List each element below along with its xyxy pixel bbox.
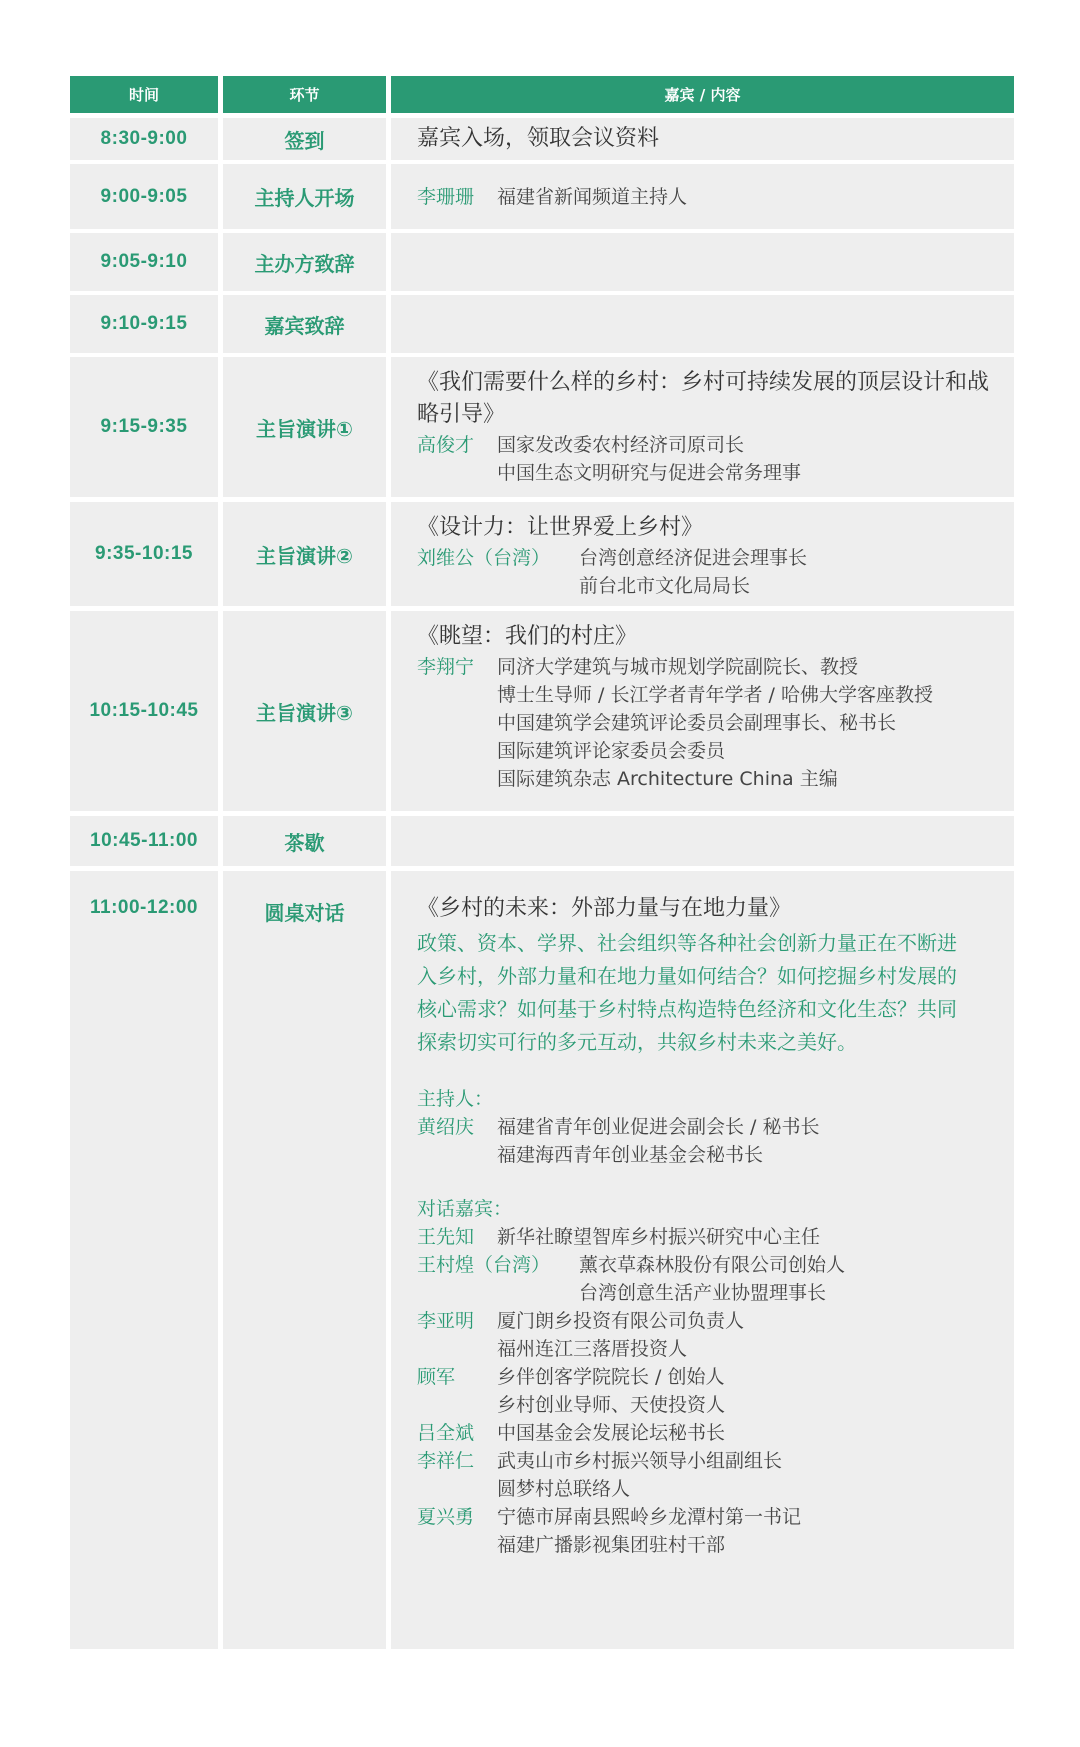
table-row: [70, 118, 1014, 160]
row-time: 9:05-9:10: [100, 251, 188, 272]
speaker-role: 国家发改委农村经济司原司长: [497, 434, 745, 456]
row-section: 主旨演讲③: [256, 700, 353, 725]
guest-role: 福建广播影视集团驻村干部: [497, 1534, 726, 1556]
row-section: 圆桌对话: [264, 901, 345, 925]
row-section: 嘉宾致辞: [264, 313, 345, 338]
speaker-role: 中国建筑学会建筑评论委员会副理事长、秘书长: [497, 712, 897, 734]
guest-role: 宁德市屏南县熙岭乡龙潭村第一书记: [497, 1506, 802, 1528]
guest-role: 武夷山市乡村振兴领导小组副组长: [497, 1450, 783, 1472]
row-time: 9:35-10:15: [95, 543, 193, 564]
table-row: [70, 233, 1014, 291]
row-time: 10:15-10:45: [89, 700, 199, 721]
table-row: [70, 357, 1014, 497]
guest: [417, 1251, 1000, 1307]
guest: [417, 1447, 1000, 1503]
panel-title: 《乡村的未来：外部力量与在地力量》: [417, 896, 792, 921]
guest-role: 厦门朗乡投资有限公司负责人: [497, 1310, 745, 1332]
guest-name: 李亚明: [417, 1310, 475, 1332]
row-time: 10:45-11:00: [90, 830, 198, 851]
talk-title: 《眺望：我们的村庄》: [417, 624, 638, 649]
row-section: 茶歇: [284, 830, 325, 855]
host-label: 主持人：: [417, 1088, 494, 1110]
speaker-name: 刘维公（台湾）: [417, 547, 551, 569]
guest-name: 王村煌（台湾）: [417, 1254, 551, 1276]
row-section: 主持人开场: [254, 186, 355, 210]
row-section: 主旨演讲②: [256, 543, 353, 568]
guest-role: 乡村创业导师、天使投资人: [497, 1394, 726, 1416]
speaker: [417, 544, 1000, 600]
speaker: [417, 183, 1000, 211]
row-section: 主旨演讲①: [256, 416, 353, 441]
table-row: [70, 816, 1014, 866]
speaker-role: 国际建筑杂志 Architecture China 主编: [497, 768, 838, 790]
header-section: 环节: [223, 76, 386, 113]
guest: [417, 1223, 1000, 1251]
guest: [417, 1419, 1000, 1447]
speaker-role: 台湾创意经济促进会理事长: [579, 547, 808, 569]
table-row: [70, 611, 1014, 811]
panel-description: 政策、资本、学界、社会组织等各种社会创新力量正在不断进 入乡村，外部力量和在地力量如何结合？如何挖掘乡村发展的 核心需求？如何基于乡村特点构造特色经济和文化生态？共同 探索切实可行的多元互动，共叙乡村未来之美好。: [417, 931, 957, 1054]
header-content: 嘉宾 / 内容: [391, 76, 1014, 113]
speaker-name: 李翔宁: [417, 656, 475, 678]
speaker: [417, 653, 1000, 793]
row-time: 11:00-12:00: [90, 897, 198, 918]
guest-name: 李祥仁: [417, 1450, 475, 1472]
talk-title: 《设计力：让世界爱上乡村》: [417, 515, 704, 540]
guest-name: 顾军: [417, 1366, 456, 1388]
host: [417, 1113, 1000, 1169]
guest-name: 王先知: [417, 1226, 475, 1248]
row-content-empty: [391, 233, 1014, 291]
talk-title: 《我们需要什么样的乡村：乡村可持续发展的顶层设计和战略引导》: [417, 370, 990, 427]
row-content-text: 嘉宾入场，领取会议资料: [417, 126, 660, 151]
guest-name: 夏兴勇: [417, 1506, 475, 1528]
row-time: 9:00-9:05: [100, 185, 188, 207]
table-row: [70, 164, 1014, 229]
row-section: 签到: [284, 128, 325, 153]
table-row: [70, 871, 1014, 1649]
speaker-name: 李珊珊: [417, 185, 475, 208]
table-header: [70, 76, 1014, 113]
row-time: 8:30-9:00: [100, 128, 188, 149]
host-name: 黄绍庆: [417, 1116, 475, 1138]
guest-role: 圆梦村总联络人: [497, 1478, 631, 1500]
guest-role: 新华社瞭望智库乡村振兴研究中心主任: [497, 1226, 821, 1248]
guest: [417, 1307, 1000, 1363]
row-content-empty: [391, 816, 1014, 866]
host-role: 福建省青年创业促进会副会长 / 秘书长: [497, 1116, 820, 1138]
speaker-role: 同济大学建筑与城市规划学院副院长、教授: [497, 656, 859, 678]
table-row: [70, 295, 1014, 353]
speaker-role: 福建省新闻频道主持人: [497, 185, 688, 208]
host-role: 福建海西青年创业基金会秘书长: [497, 1144, 764, 1166]
speaker: [417, 431, 1000, 487]
guests-label: 对话嘉宾：: [417, 1198, 513, 1220]
guest: [417, 1503, 1000, 1559]
guest-role: 薰衣草森林股份有限公司创始人: [579, 1254, 846, 1276]
row-section: 主办方致辞: [254, 251, 355, 276]
speaker-name: 高俊才: [417, 434, 475, 456]
speaker-role: 国际建筑评论家委员会委员: [497, 740, 726, 762]
speaker-role: 前台北市文化局局长: [579, 575, 751, 597]
speaker-role: 博士生导师 / 长江学者青年学者 / 哈佛大学客座教授: [497, 684, 933, 706]
table-row: [70, 502, 1014, 606]
guest-role: 乡伴创客学院院长 / 创始人: [497, 1366, 725, 1388]
guest: [417, 1363, 1000, 1419]
guest-name: 吕全斌: [417, 1422, 475, 1444]
header-time: 时间: [70, 76, 218, 113]
guest-role: 福州连江三落厝投资人: [497, 1338, 688, 1360]
speaker-role: 中国生态文明研究与促进会常务理事: [497, 462, 802, 484]
guest-role: 中国基金会发展论坛秘书长: [497, 1422, 726, 1444]
row-time: 9:10-9:15: [100, 313, 188, 334]
row-content-empty: [391, 295, 1014, 353]
row-time: 9:15-9:35: [100, 416, 188, 437]
guest-role: 台湾创意生活产业协盟理事长: [579, 1282, 827, 1304]
